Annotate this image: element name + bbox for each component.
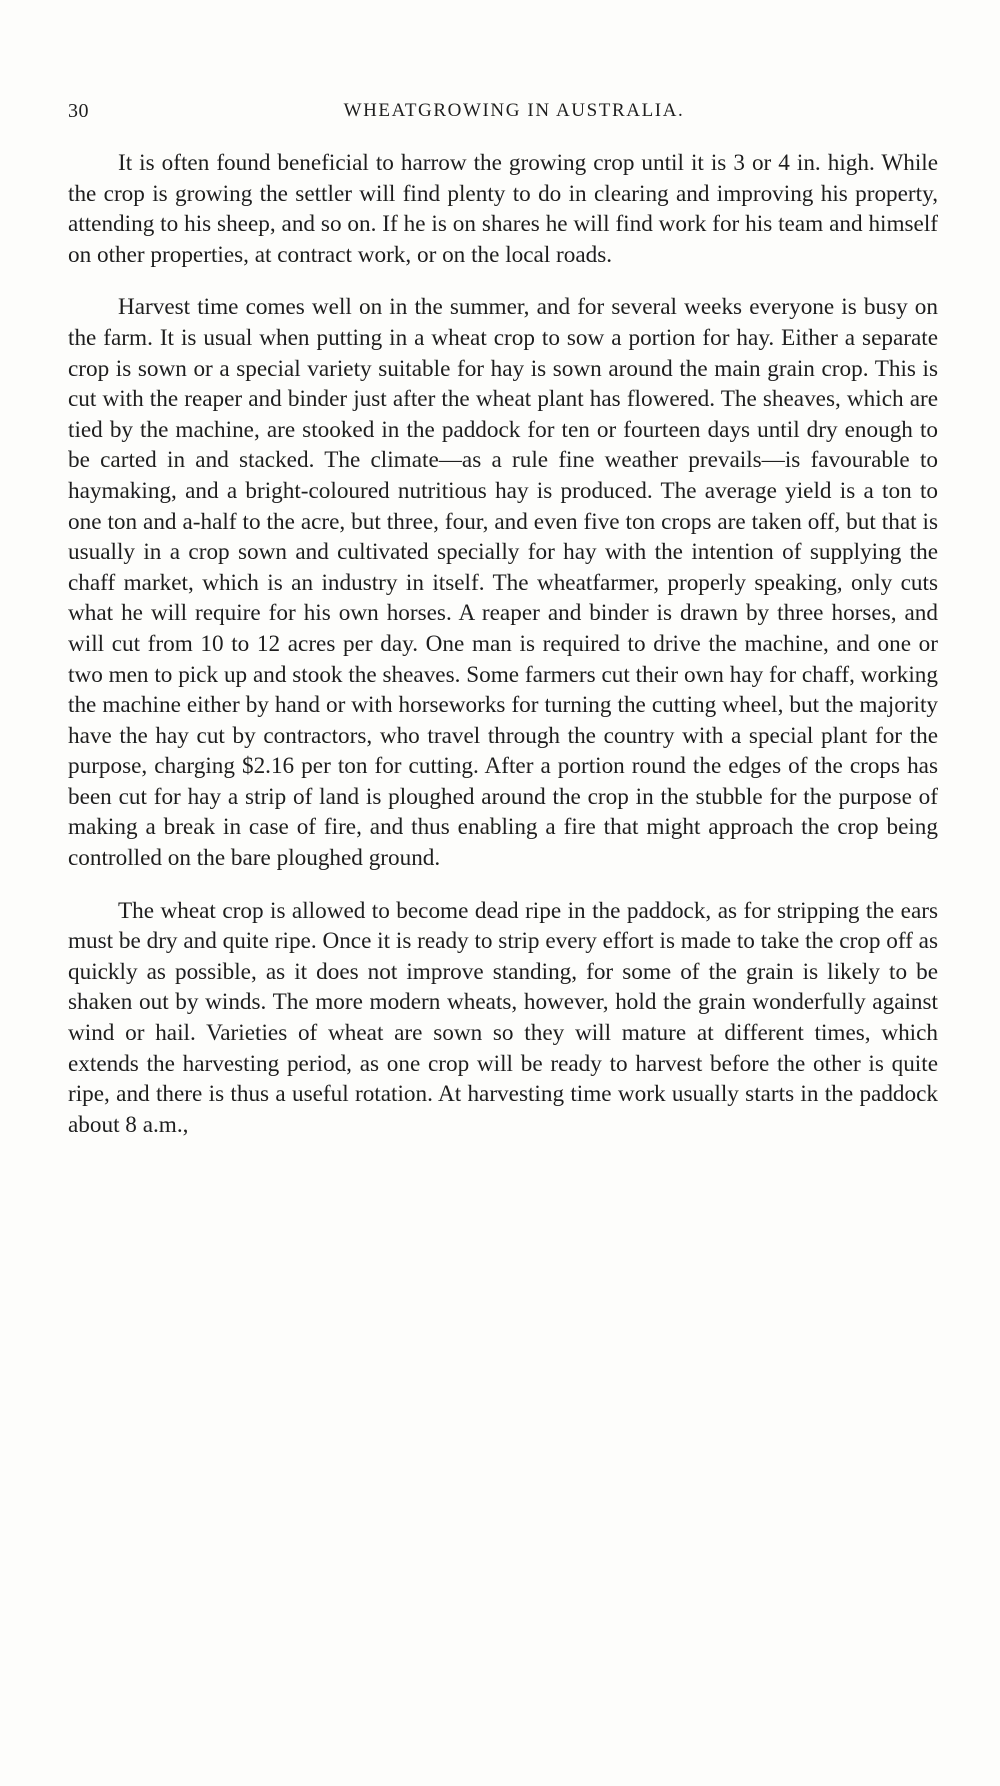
paragraph-harrowing: It is often found beneficial to harrow the growing crop until it is 3 or 4 in. high. While the crop is growing the settler will find plenty to do in clearing and improving his property, attending to his sheep, and so on. If he is on shares he will find work for his team and himself on other properties, at contract work, or on the local roads. [68, 150, 938, 268]
page-number: 30 [68, 100, 89, 122]
running-title: WHEATGROWING IN AUSTRALIA. [343, 100, 685, 121]
paragraph-wheat-ripening: The wheat crop is allowed to become dead ripe in the paddock, as for stripping the ears must be dry and quite ripe. Once it is ready to strip every effort is made to take the crop off as quickly as possible, as it does not improve standing, for some of the grain is likely to be shaken out by winds. The more modern wheats, however, hold the grain wonderfully against wind or hail. Varieties of wheat are sown so they will mature at different times, which extends the harvesting period, as one crop will be ready to harvest before the other is quite ripe, and there is thus a useful rotation. At harvesting time work usually starts in the paddock about 8 a.m., [68, 897, 938, 1138]
running-head [68, 100, 948, 130]
paragraph-harvest-hay: Harvest time comes well on in the summer, and for several weeks everyone is busy on the farm. It is usual when putting in a wheat crop to sow a portion for hay. Either a separate crop is sown or a special variety suitable for hay is sown around the main grain crop. This is cut with the reaper and binder just after the wheat plant has flowered. The sheaves, which are tied by the machine, are stooked in the paddock for ten or fourteen days until dry enough to be carted in and stacked. The climate—as a rule fine weather prevails—is favourable to haymaking, and a bright-coloured nutritious hay is produced. The average yield is a ton to one ton and a-half to the acre, but three, four, and even five ton crops are taken off, but that is usually in a crop sown and cultivated specially for hay with the intention of supplying the chaff market, which is an industry in itself. The wheatfarmer, properly speaking, only cuts what he will require for his own horses. A reaper and binder is drawn by three horses, and will cut from 10 to 12 acres per day. One man is required to drive the machine, and one or two men to pick up and stook the sheaves. Some farmers cut their own hay for chaff, working the machine either by hand or with horseworks for turning the cutting wheel, but the majority have the hay cut by contractors, who travel through the country with a special plant for the purpose, charging $2.16 per ton for cutting. After a portion round the edges of the crops has been cut for hay a strip of land is ploughed around the crop in the stubble for the purpose of making a break in case of fire, and thus enabling a fire that might approach the crop being controlled on the bare ploughed ground. [68, 294, 938, 872]
body-text [68, 148, 938, 1140]
